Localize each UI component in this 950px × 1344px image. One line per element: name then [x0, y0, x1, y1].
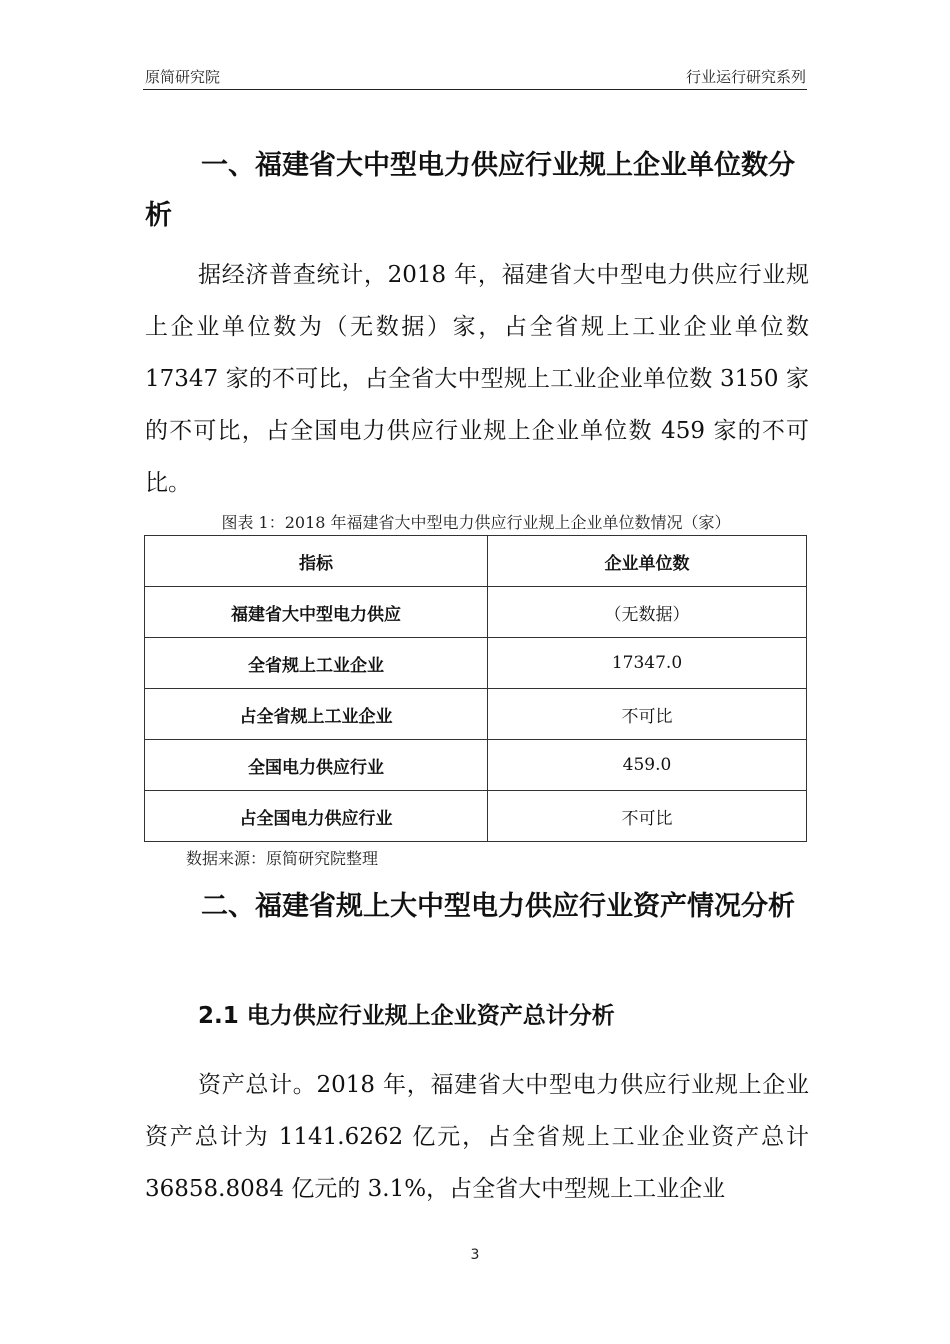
section-1-heading: 一、福建省大中型电力供应行业规上企业单位数分析 — [145, 150, 795, 231]
table-row-label: 福建省大中型电力供应 — [145, 587, 488, 638]
table-row-label: 占全省规上工业企业 — [145, 689, 488, 740]
table-header-unit-count: 企业单位数 — [488, 536, 807, 587]
header-divider — [143, 89, 807, 90]
table-header-row — [145, 536, 807, 587]
table-row — [145, 638, 807, 689]
table-row-value: 不可比 — [488, 689, 807, 740]
table-1-source-note: 数据来源：原简研究院整理 — [186, 849, 379, 868]
table-1 — [144, 535, 807, 842]
table-row-value: 不可比 — [488, 791, 807, 842]
table-row-value: 459.0 — [488, 740, 807, 791]
table-1-caption: 图表 1：2018 年福建省大中型电力供应行业规上企业单位数情况（家） — [221, 513, 731, 532]
page-number: 3 — [470, 1247, 480, 1263]
table-row — [145, 587, 807, 638]
section-2-1-paragraph: 资产总计。2018 年，福建省大中型电力供应行业规上企业资产总计为 1141.6262 亿元，占全省规上工业企业资产总计 36858.8084 亿元的 3.1%，占全省大中型规上工业企业 — [145, 1072, 809, 1202]
table-row — [145, 740, 807, 791]
section-1-paragraph: 据经济普查统计，2018 年，福建省大中型电力供应行业规上企业单位数为（无数据）家，占全省规上工业企业单位数 17347 家的不可比，占全省大中型规上工业企业单位数 3150 家的不可比，占全国电力供应行业规上企业单位数 459 家的不可比。 — [145, 262, 809, 496]
table-header-indicator: 指标 — [145, 536, 488, 587]
table-row-label: 全省规上工业企业 — [145, 638, 488, 689]
table-row-label: 全国电力供应行业 — [145, 740, 488, 791]
table-row — [145, 791, 807, 842]
header-series-name: 行业运行研究系列 — [685, 68, 806, 86]
table-row-value: （无数据） — [488, 587, 807, 638]
section-2-heading: 二、福建省规上大中型电力供应行业资产情况分析 — [201, 891, 795, 922]
table-row-label: 占全国电力供应行业 — [145, 791, 488, 842]
header-org-name: 原简研究院 — [145, 68, 221, 86]
table-row-value: 17347.0 — [488, 638, 807, 689]
section-2-1-subheading: 2.1 电力供应行业规上企业资产总计分析 — [198, 1003, 615, 1029]
table-row — [145, 689, 807, 740]
